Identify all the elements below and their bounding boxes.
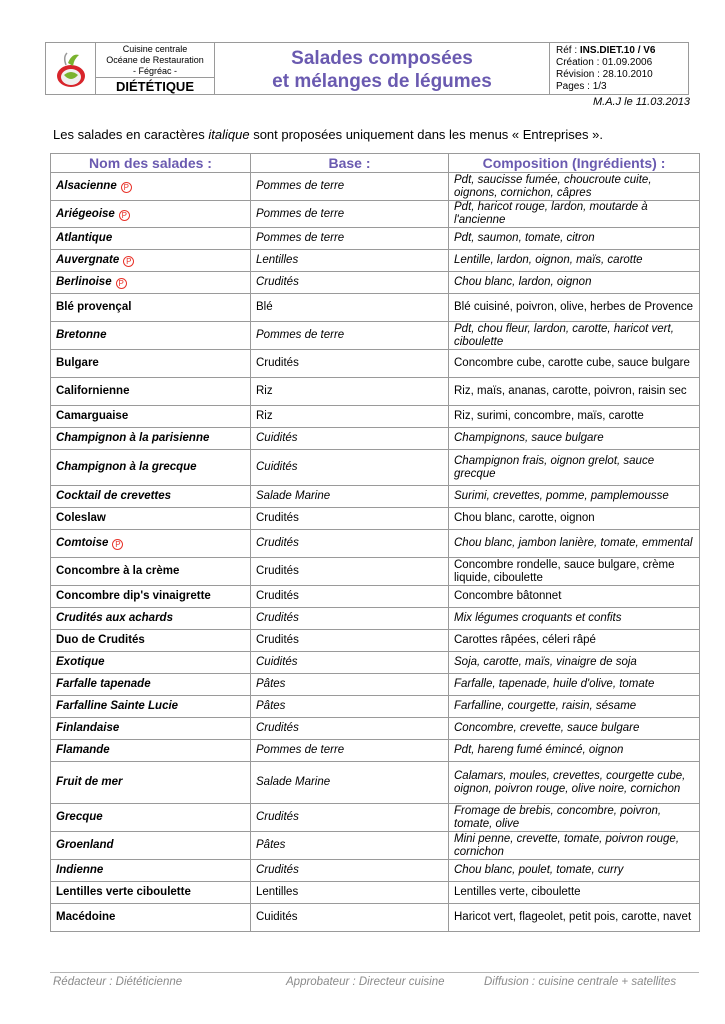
salad-base: Crudités [251, 608, 449, 630]
salad-name-cell [51, 428, 251, 450]
salad-name: Californienne [56, 385, 130, 397]
salad-composition: Pdt, haricot rouge, lardon, moutarde à l'ancienne [449, 201, 700, 228]
table-row [51, 652, 700, 674]
pork-icon: P [121, 182, 132, 193]
salad-name-cell [51, 201, 251, 228]
salad-base: Lentilles [251, 250, 449, 272]
salad-name-cell [51, 508, 251, 530]
salad-base: Riz [251, 406, 449, 428]
salad-composition: Concombre rondelle, sauce bulgare, crème liquide, ciboulette [449, 558, 700, 586]
salad-base: Cuidités [251, 428, 449, 450]
table-body [51, 173, 700, 932]
salad-name-cell [51, 904, 251, 932]
salad-base: Pâtes [251, 674, 449, 696]
intro-after: sont proposées uniquement dans les menus « Entreprises ». [249, 127, 603, 142]
salad-name-cell [51, 608, 251, 630]
table-row [51, 696, 700, 718]
salad-composition: Pdt, hareng fumé émincé, oignon [449, 740, 700, 762]
salad-base: Lentilles [251, 882, 449, 904]
salad-name: Camarguaise [56, 410, 129, 422]
table-row [51, 558, 700, 586]
salad-name-cell [51, 322, 251, 350]
salad-base: Pommes de terre [251, 740, 449, 762]
salad-name: Bulgare [56, 357, 99, 369]
salad-name: Bretonne [56, 329, 107, 341]
salad-composition: Soja, carotte, maïs, vinaigre de soja [449, 652, 700, 674]
table-header-row [51, 154, 700, 173]
reference-label: Réf : [556, 45, 580, 56]
pork-icon: P [116, 278, 127, 289]
org-line: Océane de Restauration [106, 55, 204, 65]
salad-composition: Farfalle, tapenade, huile d'olive, tomate [449, 674, 700, 696]
salad-name: Lentilles verte ciboulette [56, 886, 191, 898]
table-row [51, 508, 700, 530]
salad-name-cell [51, 228, 251, 250]
salad-name-cell [51, 586, 251, 608]
salad-base: Pommes de terre [251, 228, 449, 250]
revision-date: Révision : 28.10.2010 [556, 69, 653, 80]
table-row [51, 904, 700, 932]
salad-name: Alsacienne [56, 180, 117, 192]
organization-block [96, 43, 215, 94]
table-row [51, 378, 700, 406]
salad-composition: Chou blanc, carotte, oignon [449, 508, 700, 530]
salad-base: Crudités [251, 586, 449, 608]
salad-composition: Calamars, moules, crevettes, courgette cube, oignon, poivron rouge, olive noire, cornichon [449, 762, 700, 804]
salad-name: Duo de Crudités [56, 634, 145, 646]
salad-base: Blé [251, 294, 449, 322]
intro-before: Les salades en caractères [53, 127, 209, 142]
table-row [51, 608, 700, 630]
salad-name: Ariégeoise [56, 207, 115, 220]
table-row [51, 486, 700, 508]
salad-base: Crudités [251, 508, 449, 530]
salad-name-cell [51, 882, 251, 904]
page-count: Pages : 1/3 [556, 81, 607, 92]
salad-name-cell [51, 450, 251, 486]
salad-base: Cuidités [251, 450, 449, 486]
org-line: - Fégréac - [132, 66, 177, 76]
salad-composition: Concombre cube, carotte cube, sauce bulgare [449, 350, 700, 378]
salad-name: Champignon à la grecque [56, 461, 197, 473]
reference-line [556, 45, 688, 57]
table-row [51, 762, 700, 804]
document-title [215, 43, 550, 94]
salad-base: Crudités [251, 272, 449, 294]
footer-redacteur: Rédacteur : Diététicienne [53, 976, 183, 988]
salad-base: Riz [251, 378, 449, 406]
salad-name: Macédoine [56, 911, 116, 923]
salad-name-cell [51, 630, 251, 652]
reference-value: INS.DIET.10 / V6 [579, 45, 656, 56]
salad-name: Cocktail de crevettes [56, 490, 172, 502]
salad-name: Fruit de mer [56, 776, 123, 788]
salad-composition: Pdt, saucisse fumée, choucroute cuite, oignons, cornichon, câpres [449, 173, 700, 201]
column-header-composition: Composition (Ingrédients) : [449, 154, 700, 173]
salad-name-cell [51, 674, 251, 696]
salad-name: Concombre à la crème [56, 565, 180, 577]
salad-name: Auvergnate [56, 254, 120, 266]
salad-base: Crudités [251, 530, 449, 558]
footer-approbateur: Approbateur : Directeur cuisine [286, 976, 445, 988]
salad-base: Pommes de terre [251, 322, 449, 350]
salad-base: Crudités [251, 350, 449, 378]
pork-icon: P [112, 539, 123, 550]
salad-composition: Lentilles verte, ciboulette [449, 882, 700, 904]
salad-composition: Riz, maïs, ananas, carotte, poivron, raisin sec [449, 378, 700, 406]
salad-base: Cuidités [251, 904, 449, 932]
salad-name: Grecque [56, 811, 103, 823]
salad-base: Crudités [251, 804, 449, 832]
table-row [51, 674, 700, 696]
salad-composition: Pdt, saumon, tomate, citron [449, 228, 700, 250]
salad-composition: Carottes râpées, céleri râpé [449, 630, 700, 652]
logo-icon [54, 49, 88, 89]
footer-divider [50, 972, 699, 973]
salad-name-cell [51, 350, 251, 378]
table-row [51, 860, 700, 882]
salad-name-cell [51, 272, 251, 294]
salad-name: Concombre dip's vinaigrette [56, 590, 211, 602]
footer-diffusion: Diffusion : cuisine centrale + satellites [484, 976, 677, 988]
table-row [51, 228, 700, 250]
salad-name-cell [51, 804, 251, 832]
salad-base: Pommes de terre [251, 201, 449, 228]
salad-composition: Concombre bâtonnet [449, 586, 700, 608]
salad-composition: Blé cuisiné, poivron, olive, herbes de Provence [449, 294, 700, 322]
salad-name-cell [51, 294, 251, 322]
intro-italic: italique [208, 127, 250, 142]
salad-base: Crudités [251, 718, 449, 740]
salads-table [50, 153, 700, 932]
table-row [51, 272, 700, 294]
salad-composition: Farfalline, courgette, raisin, sésame [449, 696, 700, 718]
salad-name-cell [51, 250, 251, 272]
table-row [51, 804, 700, 832]
salad-base: Pâtes [251, 832, 449, 860]
column-header-name: Nom des salades : [51, 154, 251, 173]
salad-name-cell [51, 696, 251, 718]
org-line: Cuisine centrale [122, 44, 188, 54]
salad-base: Pâtes [251, 696, 449, 718]
document-header [45, 42, 689, 95]
salad-name: Exotique [56, 656, 105, 668]
salad-composition: Mix légumes croquants et confits [449, 608, 700, 630]
pork-icon: P [119, 210, 130, 221]
table-row [51, 832, 700, 860]
salad-name: Finlandaise [56, 722, 120, 734]
salad-name-cell [51, 486, 251, 508]
salad-name-cell [51, 740, 251, 762]
logo [46, 43, 96, 94]
salad-composition: Lentille, lardon, oignon, maïs, carotte [449, 250, 700, 272]
table-row [51, 882, 700, 904]
salad-name: Blé provençal [56, 301, 132, 313]
salad-base: Cuidités [251, 652, 449, 674]
update-date: M.A.J le 11.03.2013 [592, 96, 690, 108]
salad-name-cell [51, 406, 251, 428]
table-row [51, 322, 700, 350]
pork-icon: P [123, 256, 134, 267]
salad-composition: Surimi, crevettes, pomme, pamplemousse [449, 486, 700, 508]
creation-date: Création : 01.09.2006 [556, 57, 653, 68]
salad-composition: Fromage de brebis, concombre, poivron, tomate, olive [449, 804, 700, 832]
salad-name-cell [51, 652, 251, 674]
title-line-2: et mélanges de légumes [272, 71, 492, 92]
salad-base: Crudités [251, 630, 449, 652]
salad-name: Comtoise [56, 537, 109, 549]
salad-base: Pommes de terre [251, 173, 449, 201]
salad-composition: Riz, surimi, concombre, maïs, carotte [449, 406, 700, 428]
salad-name: Farfalline Sainte Lucie [56, 700, 179, 712]
reference-block [550, 43, 688, 94]
salad-name-cell [51, 378, 251, 406]
table-row [51, 718, 700, 740]
table-row [51, 740, 700, 762]
salad-name-cell [51, 860, 251, 882]
salad-composition: Pdt, chou fleur, lardon, carotte, haricot vert, ciboulette [449, 322, 700, 350]
table-row [51, 294, 700, 322]
salad-composition: Chou blanc, lardon, oignon [449, 272, 700, 294]
table-row [51, 530, 700, 558]
salad-name: Indienne [56, 864, 104, 876]
salad-composition: Champignon frais, oignon grelot, sauce grecque [449, 450, 700, 486]
salad-name: Groenland [56, 839, 114, 851]
salad-composition: Chou blanc, poulet, tomate, curry [449, 860, 700, 882]
table-row [51, 586, 700, 608]
salad-name-cell [51, 832, 251, 860]
salad-base: Salade Marine [251, 486, 449, 508]
salad-base: Crudités [251, 860, 449, 882]
salad-name-cell [51, 558, 251, 586]
table-row [51, 428, 700, 450]
salad-composition: Haricot vert, flageolet, petit pois, carotte, navet [449, 904, 700, 932]
salad-composition: Champignons, sauce bulgare [449, 428, 700, 450]
table-row [51, 250, 700, 272]
salad-base: Salade Marine [251, 762, 449, 804]
table-row [51, 201, 700, 228]
salad-name: Farfalle tapenade [56, 678, 151, 690]
table-row [51, 630, 700, 652]
salad-name: Atlantique [56, 232, 113, 244]
intro-text [53, 127, 603, 142]
salad-name: Flamande [56, 744, 110, 756]
salad-name: Coleslaw [56, 512, 106, 524]
salad-name-cell [51, 762, 251, 804]
salad-name: Champignon à la parisienne [56, 432, 210, 444]
table-row [51, 173, 700, 201]
salad-composition: Chou blanc, jambon lanière, tomate, emmental [449, 530, 700, 558]
salad-composition: Concombre, crevette, sauce bulgare [449, 718, 700, 740]
table-row [51, 450, 700, 486]
table-row [51, 406, 700, 428]
salad-composition: Mini penne, crevette, tomate, poivron rouge, cornichon [449, 832, 700, 860]
title-line-1: Salades composées [291, 48, 473, 69]
column-header-base: Base : [251, 154, 449, 173]
salad-name-cell [51, 530, 251, 558]
salad-name: Berlinoise [56, 276, 112, 288]
salad-name-cell [51, 718, 251, 740]
table-row [51, 350, 700, 378]
salad-base: Crudités [251, 558, 449, 586]
salad-name: Crudités aux achards [56, 612, 173, 624]
salad-name-cell [51, 173, 251, 201]
department-name: DIÉTÉTIQUE [96, 77, 214, 94]
